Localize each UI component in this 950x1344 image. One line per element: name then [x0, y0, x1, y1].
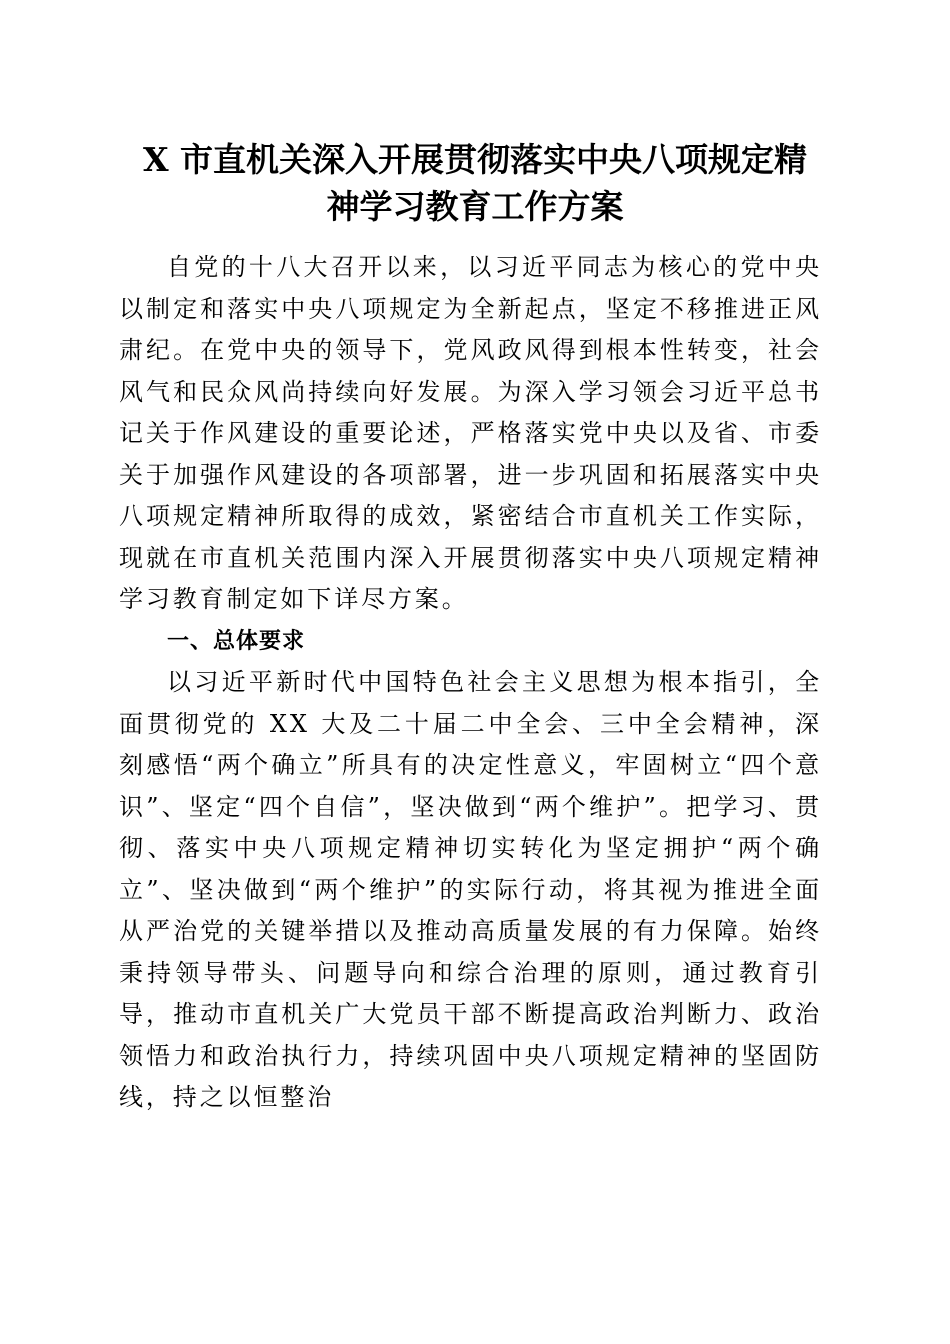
document-title: [100, 136, 850, 230]
document-body: [119, 247, 822, 1119]
title-line-2: 神学习教育工作方案: [326, 187, 624, 226]
title-line-1: X 市直机关深入开展贯彻落实中央八项规定精: [142, 140, 808, 179]
section-paragraph: 以习近平新时代中国特色社会主义思想为根本指引，全面贯彻党的 XX 大及二十届二中全会、三中全会精神，深刻感悟“两个确立”所具有的决定性意义，牢固树立“四个意识”、坚定“四个自信”，坚决做到“两个维护”。把学习、贯彻、落实中央八项规定精神切实转化为坚定拥护“两个确立”、坚决做到“两个维护”的实际行动，将其视为推进全面从严治党的关键举措以及推动高质量发展的有力保障。始终秉持领导带头、问题导向和综合治理的原则，通过教育引导，推动市直机关广大党员干部不断提高政治判断力、政治领悟力和政治执行力，持续巩固中央八项规定精神的坚固防线，持之以恒整治: [119, 668, 822, 1111]
section-heading-overall-requirements: 一、总体要求: [167, 628, 306, 654]
intro-paragraph: 自党的十八大召开以来，以习近平同志为核心的党中央以制定和落实中央八项规定为全新起点，坚定不移推进正风肃纪。在党中央的领导下，党风政风得到根本性转变，社会风气和民众风尚持续向好发展。为深入学习领会习近平总书记关于作风建设的重要论述，严格落实党中央以及省、市委关于加强作风建设的各项部署，进一步巩固和拓展落实中央八项规定精神所取得的成效，紧密结合市直机关工作实际，现就在市直机关范围内深入开展贯彻落实中央八项规定精神学习教育制定如下详尽方案。: [119, 253, 822, 613]
